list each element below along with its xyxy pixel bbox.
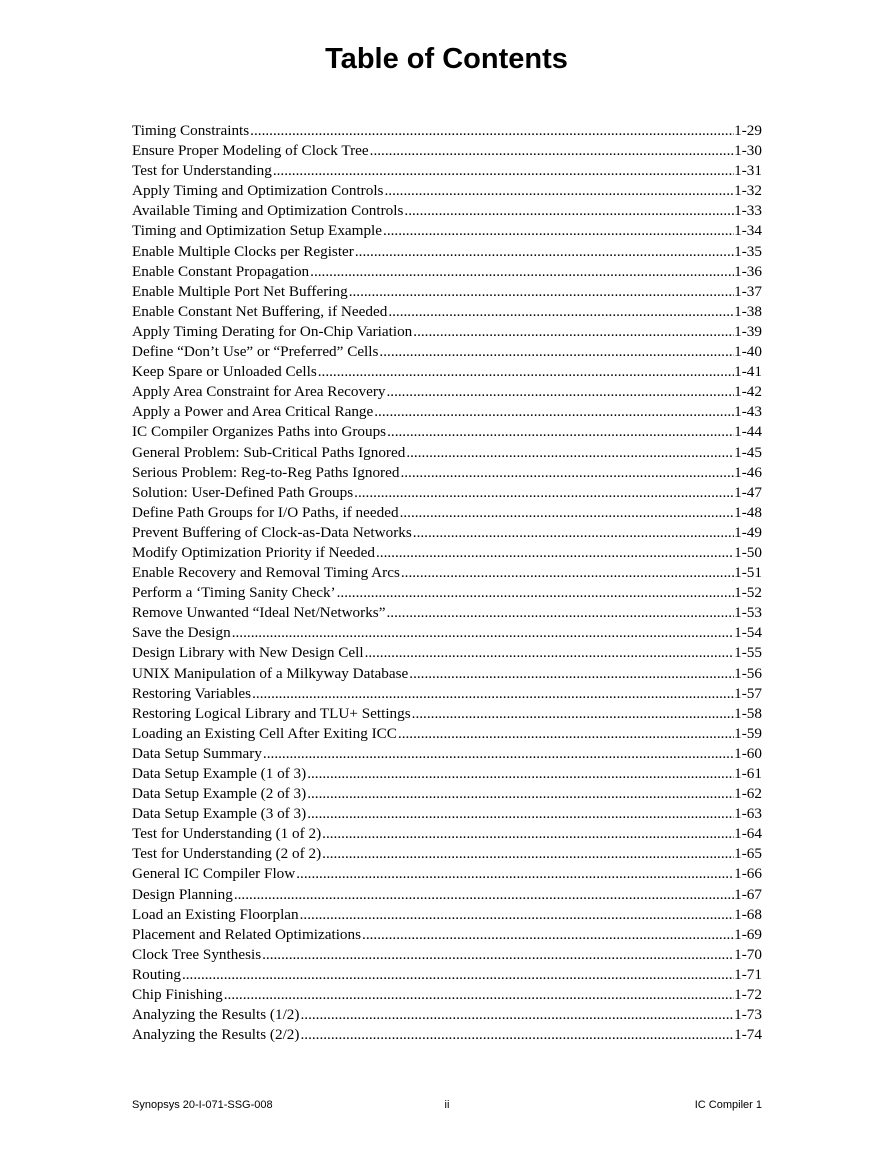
toc-entry[interactable]: [132, 523, 762, 543]
toc-entry-title: Analyzing the Results (2/2): [132, 1026, 300, 1044]
toc-entry[interactable]: [132, 282, 762, 302]
toc-entry-title: Apply Area Constraint for Area Recovery: [132, 383, 386, 401]
toc-entry-page-number: 1-58: [734, 704, 762, 722]
toc-entry-page-number: 1-49: [734, 523, 762, 541]
toc-entry[interactable]: [132, 221, 762, 241]
toc-entry-title: Clock Tree Synthesis: [132, 945, 262, 963]
dot-leader: [378, 342, 734, 362]
dot-leader: [387, 302, 734, 322]
dot-leader: [412, 523, 734, 543]
toc-entry-page-number: 1-50: [734, 543, 762, 561]
toc-entry[interactable]: [132, 422, 762, 442]
toc-entry-page-number: 1-66: [734, 865, 762, 883]
dot-leader: [272, 161, 734, 181]
dot-leader: [385, 382, 734, 402]
toc-entry-page-number: 1-46: [734, 463, 762, 481]
toc-entry-page-number: 1-38: [734, 302, 762, 320]
toc-entry-page-number: 1-63: [734, 805, 762, 823]
toc-entry[interactable]: [132, 744, 762, 764]
toc-entry[interactable]: [132, 824, 762, 844]
toc-entry-title: Enable Recovery and Removal Timing Arcs: [132, 564, 400, 582]
dot-leader: [233, 885, 734, 905]
dot-leader: [321, 844, 734, 864]
dot-leader: [262, 744, 734, 764]
toc-entry-page-number: 1-73: [734, 1006, 762, 1024]
dot-leader: [251, 684, 734, 704]
toc-entry-page-number: 1-33: [734, 202, 762, 220]
toc-entry[interactable]: [132, 382, 762, 402]
dot-leader: [306, 784, 734, 804]
dot-leader: [261, 945, 734, 965]
dot-leader: [405, 443, 734, 463]
toc-entry-title: Apply Timing and Optimization Controls: [132, 182, 384, 200]
toc-entry-page-number: 1-57: [734, 684, 762, 702]
page-title: Table of Contents: [325, 43, 568, 75]
toc-entry-title: General IC Compiler Flow: [132, 865, 296, 883]
toc-entry[interactable]: [132, 242, 762, 262]
toc-entry[interactable]: [132, 121, 762, 141]
toc-entry-page-number: 1-45: [734, 443, 762, 461]
toc-entry[interactable]: [132, 362, 762, 382]
toc-entry-page-number: 1-44: [734, 423, 762, 441]
toc-entry-title: Test for Understanding: [132, 162, 272, 180]
toc-entry-page-number: 1-40: [734, 343, 762, 361]
toc-entry-page-number: 1-60: [734, 744, 762, 762]
toc-entry-title: Loading an Existing Cell After Exiting ICC: [132, 724, 397, 742]
toc-entry[interactable]: [132, 302, 762, 322]
toc-entry-title: Define “Don’t Use” or “Preferred” Cells: [132, 343, 379, 361]
dot-leader: [231, 623, 734, 643]
dot-leader: [361, 925, 734, 945]
toc-entry[interactable]: [132, 784, 762, 804]
toc-entry-page-number: 1-51: [734, 564, 762, 582]
toc-entry-page-number: 1-70: [734, 945, 762, 963]
toc-entry-title: UNIX Manipulation of a Milkyway Database: [132, 664, 409, 682]
toc-entry-title: Ensure Proper Modeling of Clock Tree: [132, 142, 369, 160]
toc-entry[interactable]: [132, 844, 762, 864]
toc-entry[interactable]: [132, 181, 762, 201]
toc-entry-page-number: 1-43: [734, 403, 762, 421]
toc-entry[interactable]: [132, 402, 762, 422]
dot-leader: [354, 242, 734, 262]
toc-entry[interactable]: [132, 463, 762, 483]
toc-entry[interactable]: [132, 965, 762, 985]
toc-entry-page-number: 1-35: [734, 242, 762, 260]
toc-entry[interactable]: [132, 201, 762, 221]
dot-leader: [412, 322, 734, 342]
toc-entry-page-number: 1-64: [734, 825, 762, 843]
toc-entry-page-number: 1-55: [734, 644, 762, 662]
toc-entry-title: Data Setup Summary: [132, 744, 262, 762]
toc-entry-title: Data Setup Example (1 of 3): [132, 765, 307, 782]
toc-entry[interactable]: [132, 864, 762, 884]
dot-leader: [223, 985, 734, 1005]
dot-leader: [317, 362, 734, 382]
footer-course-title: IC Compiler 1: [694, 1099, 762, 1111]
toc-entry[interactable]: [132, 905, 762, 925]
toc-entry-title: General Problem: Sub-Critical Paths Ignored: [132, 443, 406, 461]
footer-course-code: Synopsys 20-I-071-SSG-008: [132, 1099, 273, 1111]
dot-leader: [375, 543, 734, 563]
toc-entry-page-number: 1-72: [734, 986, 762, 1004]
toc-entry[interactable]: [132, 804, 762, 824]
dot-leader: [369, 141, 735, 161]
toc-entry-title: IC Compiler Organizes Paths into Groups: [132, 423, 387, 441]
toc-entry[interactable]: [132, 443, 762, 463]
toc-entry-page-number: 1-47: [734, 483, 762, 501]
toc-entry-page-number: 1-67: [734, 885, 762, 903]
dot-leader: [299, 1005, 734, 1025]
dot-leader: [364, 643, 735, 663]
toc-entry[interactable]: [132, 563, 762, 583]
toc-entry-title: Available Timing and Optimization Controls: [132, 202, 404, 220]
toc-entry-title: Prevent Buffering of Clock-as-Data Networks: [132, 523, 412, 541]
dot-leader: [408, 664, 734, 684]
dot-leader: [353, 483, 734, 503]
toc-entry-page-number: 1-69: [734, 925, 762, 943]
toc-entry-page-number: 1-68: [734, 905, 762, 923]
dot-leader: [309, 262, 734, 282]
dot-leader: [336, 583, 735, 603]
toc-entry[interactable]: [132, 664, 762, 684]
toc-entry[interactable]: [132, 262, 762, 282]
toc-entry-title: Test for Understanding (2 of 2): [132, 845, 322, 863]
toc-entry[interactable]: [132, 724, 762, 744]
toc-entry-title: Enable Constant Net Buffering, if Needed: [132, 302, 388, 320]
toc-entry[interactable]: [132, 623, 762, 643]
toc-entry-page-number: 1-34: [734, 222, 762, 240]
dot-leader: [383, 181, 734, 201]
toc-entry-title: Apply Timing Derating for On-Chip Variation: [132, 322, 413, 340]
toc-entry[interactable]: [132, 483, 762, 503]
toc-entry-title: Keep Spare or Unloaded Cells: [132, 363, 317, 381]
toc-entry-title: Chip Finishing: [132, 986, 223, 1004]
dot-leader: [373, 402, 734, 422]
toc-entry-page-number: 1-39: [734, 322, 762, 340]
toc-entry-page-number: 1-30: [734, 142, 762, 160]
toc-entry[interactable]: [132, 161, 762, 181]
toc-entry-page-number: 1-53: [734, 604, 762, 622]
toc-entry-title: Data Setup Example (3 of 3): [132, 805, 307, 823]
toc-entry[interactable]: [132, 643, 762, 663]
toc-entry[interactable]: [132, 603, 762, 623]
toc-entry-page-number: 1-52: [734, 584, 762, 602]
toc-entry[interactable]: [132, 945, 762, 965]
toc-entry[interactable]: [132, 1025, 762, 1045]
toc-entry-title: Routing: [132, 965, 181, 983]
dot-leader: [348, 282, 734, 302]
toc-entry-title: Timing and Optimization Setup Example: [132, 222, 383, 240]
toc-entry-title: Save the Design: [132, 624, 231, 642]
toc-entry-title: Enable Constant Propagation: [132, 262, 310, 280]
toc-entry[interactable]: [132, 684, 762, 704]
toc-entry[interactable]: [132, 543, 762, 563]
dot-leader: [386, 422, 734, 442]
dot-leader: [403, 201, 734, 221]
toc-entry-page-number: 1-59: [734, 724, 762, 742]
dot-leader: [306, 804, 734, 824]
toc-entry-title: Enable Multiple Port Net Buffering: [132, 282, 348, 300]
toc-entry[interactable]: [132, 704, 762, 724]
toc-entry-page-number: 1-65: [734, 845, 762, 863]
toc-entry[interactable]: [132, 322, 762, 342]
toc-entry-title: Load an Existing Floorplan: [132, 905, 299, 923]
dot-leader: [400, 563, 734, 583]
toc-entry-title: Test for Understanding (1 of 2): [132, 825, 322, 843]
toc-entry-title: Design Planning: [132, 885, 233, 903]
toc-entry-title: Data Setup Example (2 of 3): [132, 785, 307, 803]
toc-entry-page-number: 1-29: [734, 122, 762, 139]
toc-entry-title: Modify Optimization Priority if Needed: [132, 543, 375, 561]
toc-entry-title: Serious Problem: Reg-to-Reg Paths Ignored: [132, 463, 400, 481]
dot-leader: [299, 1025, 734, 1045]
toc-entry-page-number: 1-54: [734, 624, 762, 642]
toc-entry-title: Remove Unwanted “Ideal Net/Networks”: [132, 604, 386, 622]
toc-entry-title: Enable Multiple Clocks per Register: [132, 242, 354, 260]
toc-entry[interactable]: [132, 925, 762, 945]
dot-leader: [399, 463, 734, 483]
toc-entry-title: Restoring Logical Library and TLU+ Settings: [132, 704, 411, 722]
toc-entry-title: Solution: User-Defined Path Groups: [132, 483, 354, 501]
dot-leader: [397, 724, 734, 744]
dot-leader: [411, 704, 735, 724]
toc-entry-page-number: 1-61: [734, 765, 762, 782]
toc-entry-page-number: 1-56: [734, 664, 762, 682]
dot-leader: [382, 221, 734, 241]
toc-entry-page-number: 1-41: [734, 363, 762, 381]
toc-entry-title: Timing Constraints: [132, 122, 250, 139]
toc-entry[interactable]: [132, 764, 762, 784]
toc-entry[interactable]: [132, 141, 762, 161]
toc-entry-title: Define Path Groups for I/O Paths, if needed: [132, 503, 399, 521]
toc-entry-title: Analyzing the Results (1/2): [132, 1006, 300, 1024]
toc-entry[interactable]: [132, 583, 762, 603]
dot-leader: [385, 603, 734, 623]
toc-list: [132, 121, 762, 1045]
toc-entry-page-number: 1-42: [734, 383, 762, 401]
toc-entry-page-number: 1-74: [734, 1026, 762, 1044]
toc-entry-title: Placement and Related Optimizations: [132, 925, 362, 943]
dot-leader: [321, 824, 734, 844]
toc-entry-title: Apply a Power and Area Critical Range: [132, 403, 374, 421]
toc-entry-page-number: 1-71: [734, 965, 762, 983]
dot-leader: [181, 965, 734, 985]
toc-entry-page-number: 1-36: [734, 262, 762, 280]
toc-entry[interactable]: [132, 1005, 762, 1025]
toc-entry-page-number: 1-37: [734, 282, 762, 300]
toc-entry-title: Restoring Variables: [132, 684, 252, 702]
toc-entry-page-number: 1-31: [734, 162, 762, 180]
dot-leader: [249, 121, 734, 141]
toc-entry-title: Design Library with New Design Cell: [132, 644, 364, 662]
dot-leader: [299, 905, 735, 925]
dot-leader: [306, 764, 734, 784]
toc-entry-page-number: 1-32: [734, 182, 762, 200]
dot-leader: [295, 864, 734, 884]
toc-entry[interactable]: [132, 885, 762, 905]
toc-entry-page-number: 1-62: [734, 785, 762, 803]
toc-entry-page-number: 1-48: [734, 503, 762, 521]
toc-entry-title: Perform a ‘Timing Sanity Check’: [132, 584, 336, 602]
toc-entry[interactable]: [132, 342, 762, 362]
toc-entry[interactable]: [132, 503, 762, 523]
dot-leader: [399, 503, 735, 523]
footer-page-number: ii: [444, 1099, 450, 1111]
toc-entry[interactable]: [132, 985, 762, 1005]
